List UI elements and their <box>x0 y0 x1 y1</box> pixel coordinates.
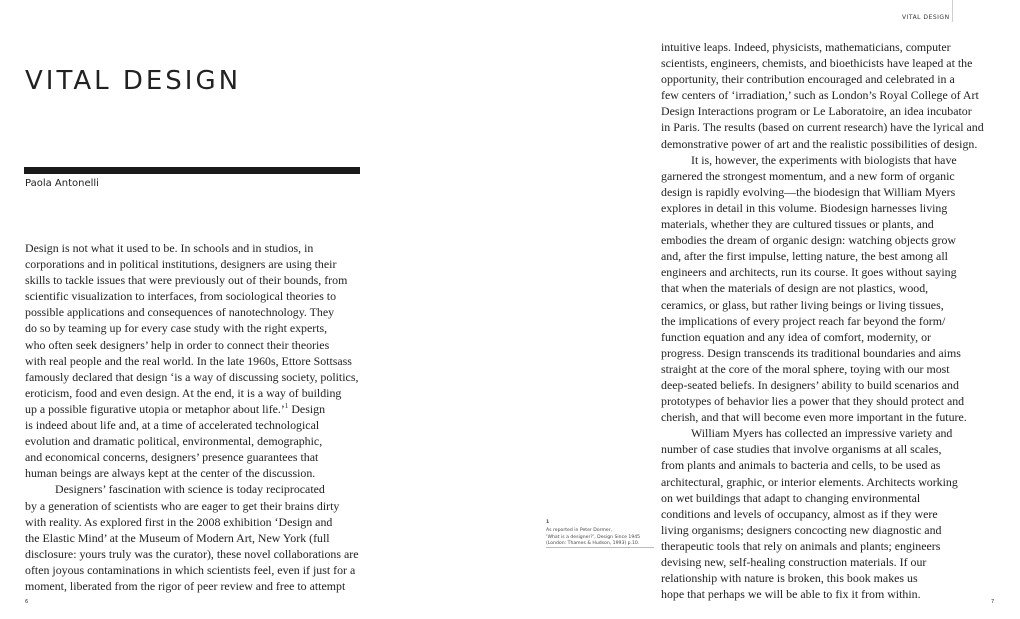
text-line <box>661 345 1001 361</box>
text-line <box>661 441 1001 457</box>
text-line <box>661 361 1001 377</box>
text-line <box>25 401 370 417</box>
text-line <box>661 522 1001 538</box>
text-line <box>661 313 1001 329</box>
text-line <box>661 570 1001 586</box>
line-text: cherish, and that will become even more important in the future. <box>661 410 967 425</box>
footnote-line: As reported in Peter Dormer, <box>546 528 613 534</box>
text-line <box>661 409 1001 425</box>
text-line <box>661 586 1001 602</box>
line-text: with real people and the real world. In the late 1960s, Ettore Sottsass <box>25 353 352 368</box>
line-text: number of case studies that involve organisms at all scales, <box>661 442 942 457</box>
line-text: embodies the dream of organic design: watching objects grow <box>661 233 956 248</box>
text-line <box>661 184 1001 200</box>
text-line <box>661 538 1001 554</box>
text-line <box>25 546 370 562</box>
footnote-ref: 1 <box>284 401 289 410</box>
text-line <box>661 39 1001 55</box>
text-line <box>661 264 1001 280</box>
text-line <box>661 280 1001 296</box>
text-line <box>661 457 1001 473</box>
line-text: straight at the core of the moral sphere, toying with our most <box>661 361 950 376</box>
line-text: evolution and dramatic political, environmental, demographic, <box>25 434 323 449</box>
line-text: on wet buildings that adapt to changing environmental <box>661 490 921 505</box>
line-text: conditions and levels of occupancy, almost as if they were <box>661 506 938 521</box>
text-line <box>25 498 370 514</box>
line-text-after: Design <box>288 401 326 416</box>
text-line <box>25 240 370 256</box>
text-line <box>25 530 370 546</box>
line-text: who often seek designers’ help in order to connect their theories <box>25 337 330 352</box>
text-line <box>661 152 1001 168</box>
text-line <box>25 256 370 272</box>
text-line <box>661 103 1001 119</box>
text-line <box>661 297 1001 313</box>
footnote-line: (London: Thames & Hudson, 1993) p.10. <box>546 541 640 547</box>
text-line <box>25 433 370 449</box>
text-line <box>25 320 370 336</box>
line-text: function equation and any idea of comfort, modernity, or <box>661 329 931 344</box>
line-text: architectural, graphic, or interior elements. Architects working <box>661 474 958 489</box>
text-line <box>25 465 370 481</box>
text-line <box>661 554 1001 570</box>
line-text: demonstrative power of art and the realistic possibilities of design. <box>661 136 978 151</box>
text-line <box>25 353 370 369</box>
line-text: corporations and in political institutions, designers are using their <box>25 257 337 272</box>
text-line <box>25 481 370 497</box>
text-line <box>661 119 1001 135</box>
line-text: progress. Design transcends its traditional boundaries and aims <box>661 345 961 360</box>
line-text: from plants and animals to bacteria and cells, to be used as <box>661 458 941 473</box>
text-line <box>25 337 370 353</box>
text-line <box>661 329 1001 345</box>
right-column <box>661 39 1001 602</box>
text-line <box>25 288 370 304</box>
page-number-right: 7 <box>991 599 995 605</box>
line-text: by a generation of scientists who are eager to get their brains dirty <box>25 498 340 513</box>
line-text: materials, whether they are cultured tissues or plants, and <box>661 217 934 232</box>
left-column <box>25 240 370 594</box>
article-title: VITAL DESIGN <box>25 66 242 96</box>
text-line <box>661 490 1001 506</box>
line-text: relationship with nature is broken, this book makes us <box>661 571 918 586</box>
page-number-left: 6 <box>25 599 29 605</box>
line-text: It is, however, the experiments with biologists that have <box>691 152 957 167</box>
line-text: eroticism, food and even design. At the end, it is a way of building <box>25 385 342 400</box>
text-line <box>661 55 1001 71</box>
line-text: skills to tackle issues that were previously out of their bounds, from <box>25 273 348 288</box>
text-line <box>661 393 1001 409</box>
text-line <box>25 369 370 385</box>
footnote-line: ‘What is a designer?’, Design Since 1945 <box>546 534 641 540</box>
author-name: Paola Antonelli <box>25 178 99 189</box>
text-line <box>25 417 370 433</box>
running-head: VITAL DESIGN <box>902 14 950 21</box>
line-text: few centers of ‘irradiation,’ such as London’s Royal College of Art <box>661 88 979 103</box>
text-line <box>25 514 370 530</box>
line-text: is indeed about life and, at a time of accelerated technological <box>25 418 320 433</box>
text-line <box>661 87 1001 103</box>
line-text: design is rapidly evolving—the biodesign that William Myers <box>661 184 956 199</box>
line-text: the implications of every project reach far beyond the form/ <box>661 313 946 328</box>
line-text: with reality. As explored first in the 2008 exhibition ‘Design and <box>25 514 333 529</box>
text-line <box>661 506 1001 522</box>
text-line <box>25 578 370 594</box>
line-text: intuitive leaps. Indeed, physicists, mathematicians, computer <box>661 40 951 54</box>
text-line <box>661 248 1001 264</box>
line-text: living organisms; designers concocting new diagnostic and <box>661 522 942 537</box>
line-text: explores in detail in this volume. Biodesign harnesses living <box>661 200 948 215</box>
line-text: devising new, self-healing construction materials. If our <box>661 555 927 569</box>
text-line <box>661 232 1001 248</box>
text-line <box>25 385 370 401</box>
line-text: scientific visualization to interfaces, from sociological theories to <box>25 289 337 304</box>
line-text: engineers and architects, run its course. It goes without saying <box>661 265 957 280</box>
text-line <box>661 71 1001 87</box>
text-line <box>25 272 370 288</box>
line-text: in Paris. The results (based on current research) have the lyrical and <box>661 120 984 135</box>
running-head-divider <box>952 0 953 22</box>
footnote-rule <box>546 547 654 548</box>
line-text: disclosure: yours truly was the curator), these novel collaborations are <box>25 546 359 561</box>
text-line <box>661 216 1001 232</box>
line-text: therapeutic tools that rely on animals and plants; engineers <box>661 538 941 553</box>
line-text: and, after the first impulse, letting nature, the best among all <box>661 249 948 264</box>
footnote-number: 1 <box>546 520 550 525</box>
line-text: opportunity, their contribution encouraged and celebrated in a <box>661 72 955 87</box>
text-line <box>661 200 1001 216</box>
line-text: human beings are always kept at the center of the discussion. <box>25 466 316 481</box>
line-text: famously declared that design ‘is a way of discussing society, politics, <box>25 369 359 384</box>
line-text: Designers’ fascination with science is today reciprocated <box>55 482 325 497</box>
text-line <box>661 136 1001 152</box>
line-text: deep-seated beliefs. In designers’ ability to build scenarios and <box>661 377 959 392</box>
text-line <box>661 377 1001 393</box>
line-text: Design Interactions program or Le Laboratoire, an idea incubator <box>661 104 972 119</box>
line-text: do so by teaming up for every case study with the right experts, <box>25 321 328 336</box>
line-text: often joyous contaminations in which scientists feel, even if just for a <box>25 562 356 577</box>
line-text: the Elastic Mind’ at the Museum of Modern Art, New York (full <box>25 530 330 545</box>
line-text: Design is not what it used to be. In schools and in studios, in <box>25 241 314 255</box>
text-line <box>25 449 370 465</box>
line-text: William Myers has collected an impressive variety and <box>691 426 953 441</box>
line-text: up a possible figurative utopia or metaphor about life.’ <box>25 401 285 416</box>
text-line <box>661 474 1001 490</box>
line-text: and economical concerns, designers’ presence guarantees that <box>25 450 319 465</box>
text-line <box>25 304 370 320</box>
footnote <box>546 520 654 548</box>
line-text: hope that perhaps we will be able to fix it from within. <box>661 587 921 602</box>
line-text: prototypes of behavior lies a power that they should protect and <box>661 394 965 409</box>
text-line <box>661 425 1001 441</box>
line-text: moment, liberated from the rigor of peer review and free to attempt <box>25 578 346 593</box>
line-text: possible applications and consequences of nanotechnology. They <box>25 305 335 320</box>
line-text: garnered the strongest momentum, and a new form of organic <box>661 168 955 183</box>
line-text: ceramics, or glass, but rather living beings or living tissues, <box>661 297 944 312</box>
title-rule <box>24 167 360 174</box>
text-line <box>25 562 370 578</box>
line-text: scientists, engineers, chemists, and bioethicists have leaped at the <box>661 56 973 71</box>
text-line <box>661 168 1001 184</box>
line-text: that when the materials of design are not plastics, wood, <box>661 281 929 296</box>
